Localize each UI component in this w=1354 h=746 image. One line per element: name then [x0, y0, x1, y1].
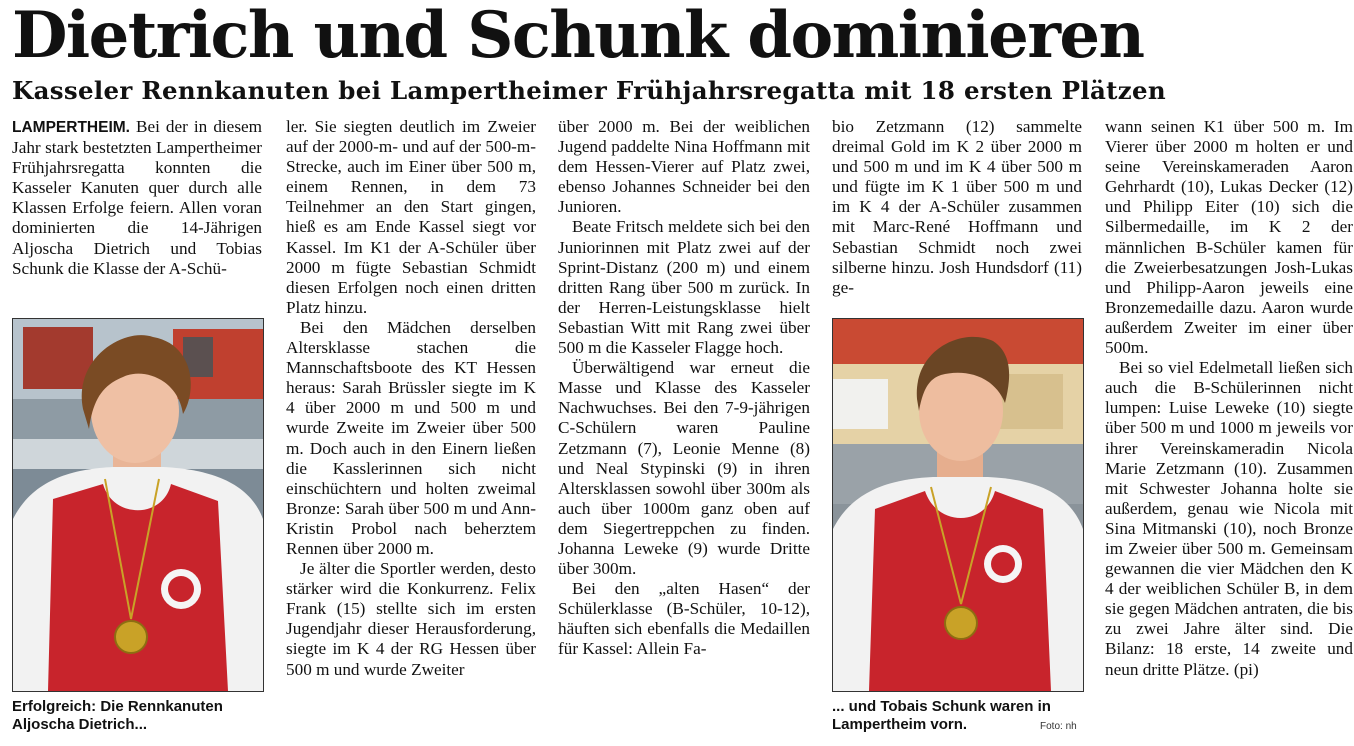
article-column-1 — [12, 117, 262, 303]
paragraph: Je älter die Sportler werden, desto stärker wird die Konkurrenz. Felix Frank (15) stellte sich im ersten Jugendjahr dieser Herausforderung, siegte im K 4 der RG Hessen über 500 m und wurde Zweiter — [286, 559, 536, 679]
paragraph: über 2000 m. Bei der weiblichen Jugend paddelte Nina Hoffmann mit dem Hessen-Vierer auf Platz zwei, ebenso Johannes Schneider bei den Junioren. — [558, 117, 810, 217]
article-column-3 — [558, 117, 810, 745]
article-column-5 — [1105, 117, 1353, 745]
paragraph — [12, 117, 262, 279]
article-column-4 — [832, 117, 1082, 307]
photo-tobias-schunk — [832, 318, 1084, 692]
headline: Dietrich und Schunk dominieren — [12, 0, 1144, 73]
paragraph: bio Zetzmann (12) sammelte dreimal Gold im K 2 über 2000 m und 500 m und im K 4 über 500 m und fügte im K 1 über 500 m und im K 4 der A-Schüler zusammen mit Marc-René Hoffmann und Sebastian Schmidt noch zwei silberne hinzu. Josh Hundsdorf (11) ge- — [832, 117, 1082, 297]
dateline: LAMPERTHEIM. — [12, 119, 130, 136]
paragraph: ler. Sie siegten deutlich im Zweier auf der 2000-m- und auf der 500-m-Strecke, auch im Einer über 500 m, einem Rennen, in dem 73 Teilnehmer an den Start gingen, hieß es am Ende Kassel siegt vor Kassel. Im K1 der A-Schüler über 2000 m fügte Sebastian Schmidt diesen Erfolgen noch einen dritten Platz hinzu. — [286, 117, 536, 317]
paragraph: Bei den „alten Hasen“ der Schülerklasse (B-Schüler, 10-12), häuften sich ebenfalls die Medaillen für Kassel: Allein Fa- — [558, 579, 810, 659]
paragraph: Beate Fritsch meldete sich bei den Juniorinnen mit Platz zwei auf der Sprint-Distanz (200 m) und einem dritten Rang über 500 m zurück. In der Herren-Leistungsklasse hielt Sebastian Witt mit Rang zwei über 500 m die Kasseler Flagge hoch. — [558, 217, 810, 358]
subheadline: Kasseler Rennkanuten bei Lampertheimer Frühjahrsregatta mit 18 ersten Plätzen — [12, 76, 1167, 105]
paragraph-text: Bei der in diesem Jahr stark bestetzten Lampertheimer Frühjahrsregatta konnten die Kasseler Kanuten quer durch alle Klassen Erfolge feiern. Allen voran dominierten die 14-Jährigen Aljoscha Dietrich und Tobias Schunk die Klasse der A-Schü- — [12, 117, 262, 278]
photo-illustration — [13, 319, 263, 691]
photo-caption-2: ... und Tobais Schunk waren in Lampertheim vorn. — [832, 698, 1051, 733]
paragraph: Überwältigend war erneut die Masse und Klasse des Kasseler Nachwuchses. Bei den 7-9-jährigen C-Schülern waren Pauline Zetzmann (7), Leonie Menne (8) und Neal Stypinski (9) in ihren Altersklassen sowohl über 300m als auch über 1000m ganz oben auf dem Siegertreppchen zu finden. Johanna Leweke (9) wurde Dritte über 300m. — [558, 358, 810, 579]
photo-illustration — [833, 319, 1083, 691]
photo-credit: Foto: nh — [1040, 721, 1077, 732]
paragraph: Bei den Mädchen derselben Altersklasse stachen die Mannschaftsboote des KT Hessen heraus: Sarah Brüssler siegte im K 4 über 2000 m und 500 m und wurde Zweite im Zweier über 500 m. Doch auch in den Einern ließen die Kasslerinnen sich nicht einschüchtern und holten zweimal Bronze: Sarah über 500 m und Ann-Kristin Probol nach beherztem Rennen über 2000 m. — [286, 317, 536, 558]
photo-caption-1: Erfolgreich: Die Rennkanuten Aljoscha Dietrich... — [12, 698, 223, 733]
paragraph: Bei so viel Edelmetall ließen sich auch die B-Schülerinnen nicht lumpen: Luise Leweke (10) siegte über 500 m und 1000 m jeweils vor ihrer Vereinskameradin Nicola Marie Zetzmann (10). Zusammen mit Schwester Johanna holte sie außerdem, genau wie Nicola mit Sina Mitmanski (10), noch Bronze im Zweier über 500 m. Gemeinsam gewannen die vier Mädchen den K 4 der weiblichen Schüler B, in dem sie gegen Mädchen antraten, die bis zu zwei Jahre älter sind. Die Bilanz: 18 erste, 14 zweite und neun dritte Plätze. (pi) — [1105, 358, 1353, 679]
paragraph: wann seinen K1 über 500 m. Im Vierer über 2000 m holten er und seine Vereinskameraden Aaron Gehrhardt (10), Lukas Decker (12) und Philipp Eiter (10) sich die Silbermedaille, im K 2 der männlichen B-Schüler kamen für die Zweierbesatzungen Josh-Lukas und Philipp-Aaron jeweils eine Bronzemedaille dazu. Aaron wurde außerdem Zweiter im einer über 500m. — [1105, 117, 1353, 358]
article-column-2 — [286, 117, 536, 745]
photo-aljoscha-dietrich — [12, 318, 264, 692]
